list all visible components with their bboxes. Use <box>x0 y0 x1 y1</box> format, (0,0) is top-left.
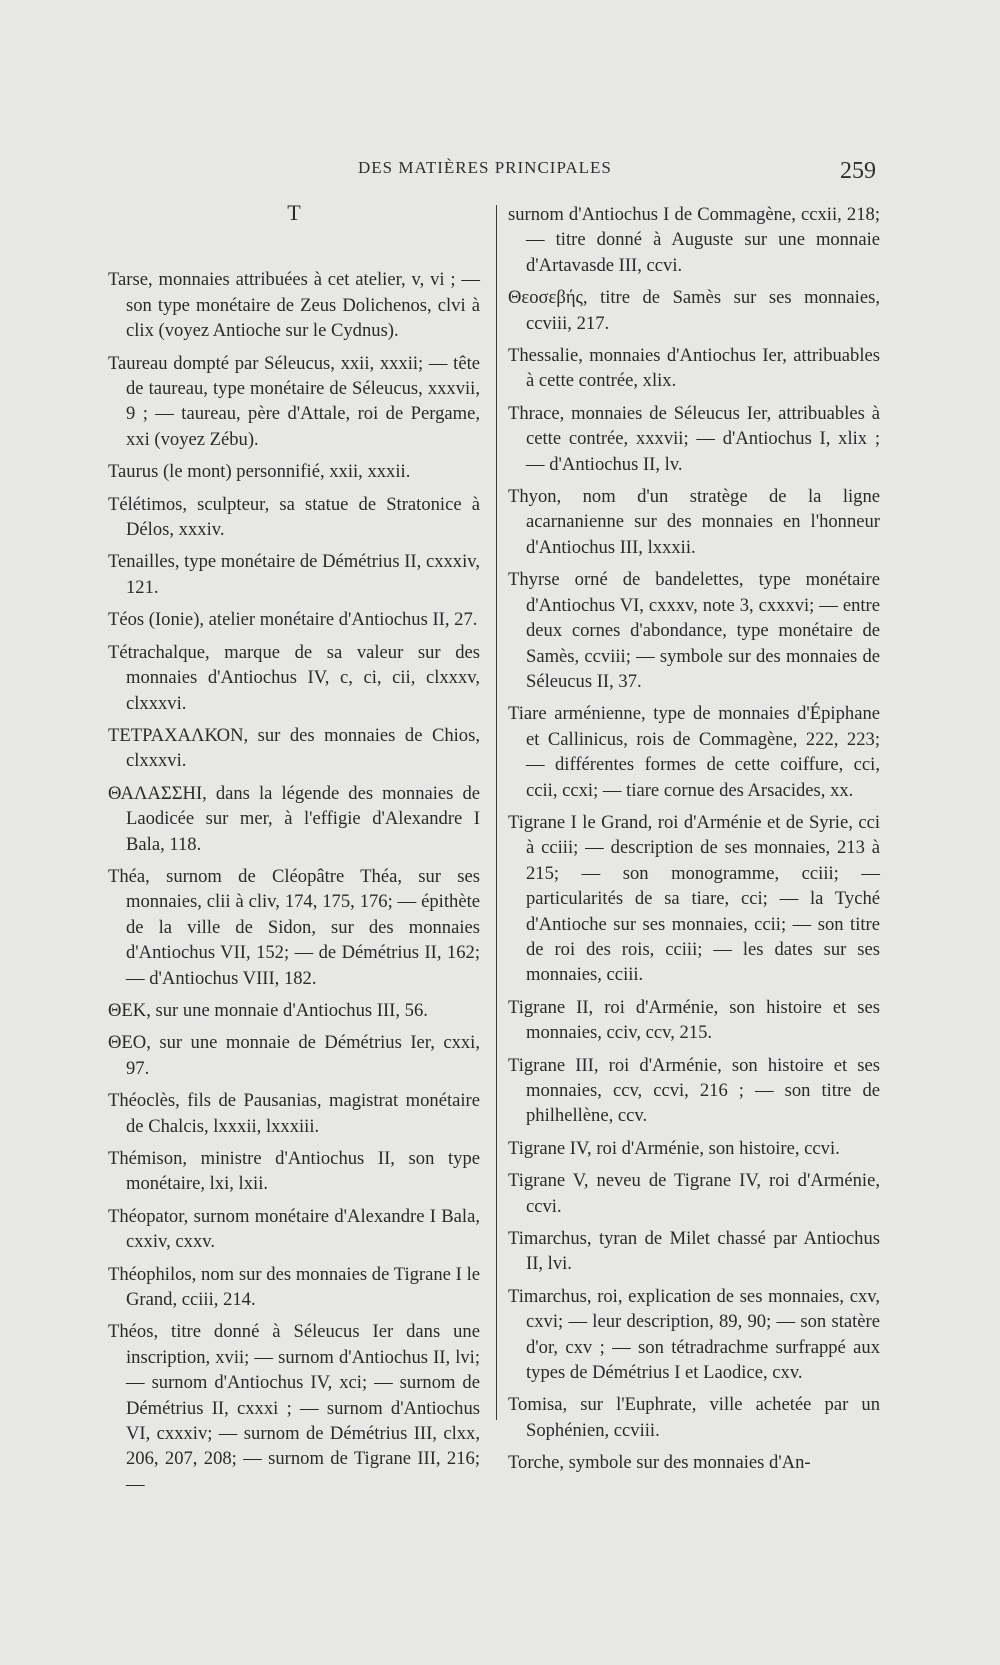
index-entry: Télétimos, sculpteur, sa statue de Stratonice à Délos, xxxiv. <box>108 493 480 541</box>
index-entry: ΤΕΤΡΑΧΑΛΚΟΝ, sur des monnaies de Chios, clxxxvi. <box>108 724 480 772</box>
index-entry: Tiare arménienne, type de monnaies d'Épiphane et Callinicus, rois de Commagène, 222, 223; — différentes formes de cette coiffure, cci, ccii, ccxi; — tiare cornue des Arsacides, xx. <box>508 703 880 801</box>
index-entry: Tétrachalque, marque de sa valeur sur des monnaies d'Antiochus IV, c, ci, cii, clxxxv, clxxxvi. <box>108 641 480 714</box>
index-entry: Thémison, ministre d'Antiochus II, son type monétaire, lxi, lxii. <box>108 1148 480 1195</box>
index-entry: Tigrane IV, roi d'Arménie, son histoire, ccvi. <box>508 1137 840 1159</box>
index-entry: Théa, surnom de Cléopâtre Théa, sur ses monnaies, clii à cliv, 174, 175, 176; — épithète de la ville de Sidon, sur des monnaies d'Antiochus VII, 152; — de Démétrius II, 162; — d'Antiochus VIII, 182. <box>108 865 480 989</box>
index-entry: Timarchus, roi, explication de ses monnaies, cxv, cxvi; — leur description, 89, 90; — son statère d'or, cxv ; — son tétradrachme surfrappé aux types de Démétrius I et Laodice, cxv. <box>508 1285 880 1384</box>
index-entry: Tigrane V, neveu de Tigrane IV, roi d'Arménie, ccvi. <box>508 1170 880 1217</box>
column-divider <box>496 205 497 1420</box>
index-entry: Tigrane I le Grand, roi d'Arménie et de Syrie, cci à cciii; — description de ses monnaies, 213 à 215; — son monogramme, cciii; — particularités de sa tiare, cci; — la Tyché d'Antioche sur ses monnaies, ccii; — son titre de roi des rois, cciii; — les dates sur ses monnaies, cciii. <box>508 811 880 986</box>
index-entry: ΘΕΚ, sur une monnaie d'Antiochus III, 56. <box>108 999 428 1021</box>
index-entry: Taureau dompté par Séleucus, xxii, xxxii; — tête de taureau, type monétaire de Séleucus, xxxvii, 9 ; — taureau, père d'Attale, roi de Pergame, xxi (voyez Zébu). <box>108 352 480 450</box>
letter-heading: T <box>287 200 301 225</box>
index-entry: Θεοσεβής, titre de Samès sur ses monnaies, ccviii, 217. <box>508 287 880 334</box>
index-entry: Thrace, monnaies de Séleucus Ier, attribuables à cette contrée, xxxvii; — d'Antiochus I, xlix ; — d'Antiochus II, lv. <box>508 402 880 475</box>
index-entry: Tigrane II, roi d'Arménie, son histoire et ses monnaies, cciv, ccv, 215. <box>508 996 880 1044</box>
index-entry: Timarchus, tyran de Milet chassé par Antiochus II, lvi. <box>508 1228 880 1275</box>
index-entry: ΘΕΟ, sur une monnaie de Démétrius Ier, cxxi, 97. <box>108 1032 480 1079</box>
index-entry: Torche, symbole sur des monnaies d'An- <box>508 1452 811 1474</box>
index-entry: Taurus (le mont) personnifié, xxii, xxxii. <box>108 461 411 483</box>
index-entry: Théoclès, fils de Pausanias, magistrat monétaire de Chalcis, lxxxii, lxxxiii. <box>108 1090 480 1137</box>
index-entry: Théopator, surnom monétaire d'Alexandre I Bala, cxxiv, cxxv. <box>108 1205 480 1253</box>
index-entry: Tenailles, type monétaire de Démétrius II, cxxxiv, 121. <box>108 551 480 598</box>
index-entry: Tarse, monnaies attribuées à cet atelier, v, vi ; — son type monétaire de Zeus Dolichenos, clvi à clix (voyez Antioche sur le Cydnus). <box>108 269 480 342</box>
index-entry: Tigrane III, roi d'Arménie, son histoire et ses monnaies, ccv, ccvi, 216 ; — son titre de philhellène, ccv. <box>508 1054 880 1127</box>
page-number: 259 <box>840 158 876 184</box>
index-entry: Téos (Ionie), atelier monétaire d'Antiochus II, 27. <box>108 609 478 631</box>
index-entry: surnom d'Antiochus I de Commagène, ccxii, 218; — titre donné à Auguste sur une monnaie d'Artavasde III, ccvi. <box>508 204 880 276</box>
index-entry: Thyrse orné de bandelettes, type monétaire d'Antiochus VI, cxxxv, note 3, cxxxvi; — entre deux cornes d'abondance, type monétaire de Samès, ccviii; — symbole sur des monnaies de Séleucus II, 37. <box>508 569 880 692</box>
index-entry: Théos, titre donné à Séleucus Ier dans une inscription, xvii; — surnom d'Antiochus II, lvi; — surnom d'Antiochus IV, xci; — surnom de Démétrius II, cxxxi ; — surnom d'Antiochus VI, cxxxiv; — surnom de Démétrius III, clxx, 206, 207, 208; — surnom de Tigrane III, 216; — <box>108 1321 480 1495</box>
index-entry: Thyon, nom d'un stratège de la ligne acarnanienne sur des monnaies en l'honneur d'Antiochus III, lxxxii. <box>508 486 880 558</box>
running-head: DES MATIÈRES PRINCIPALES <box>358 158 612 177</box>
index-entry: Tomisa, sur l'Euphrate, ville achetée par un Sophénien, ccviii. <box>508 1394 880 1441</box>
index-entry: Thessalie, monnaies d'Antiochus Ier, attribuables à cette contrée, xlix. <box>508 345 880 392</box>
right-column <box>508 202 880 1483</box>
index-entry: Théophilos, nom sur des monnaies de Tigrane I le Grand, cciii, 214. <box>108 1263 480 1311</box>
left-column <box>108 200 480 1504</box>
index-entry: ΘΑΛΑΣΣΗΙ, dans la légende des monnaies de Laodicée sur mer, à l'effigie d'Alexandre I Bala, 118. <box>108 782 480 855</box>
